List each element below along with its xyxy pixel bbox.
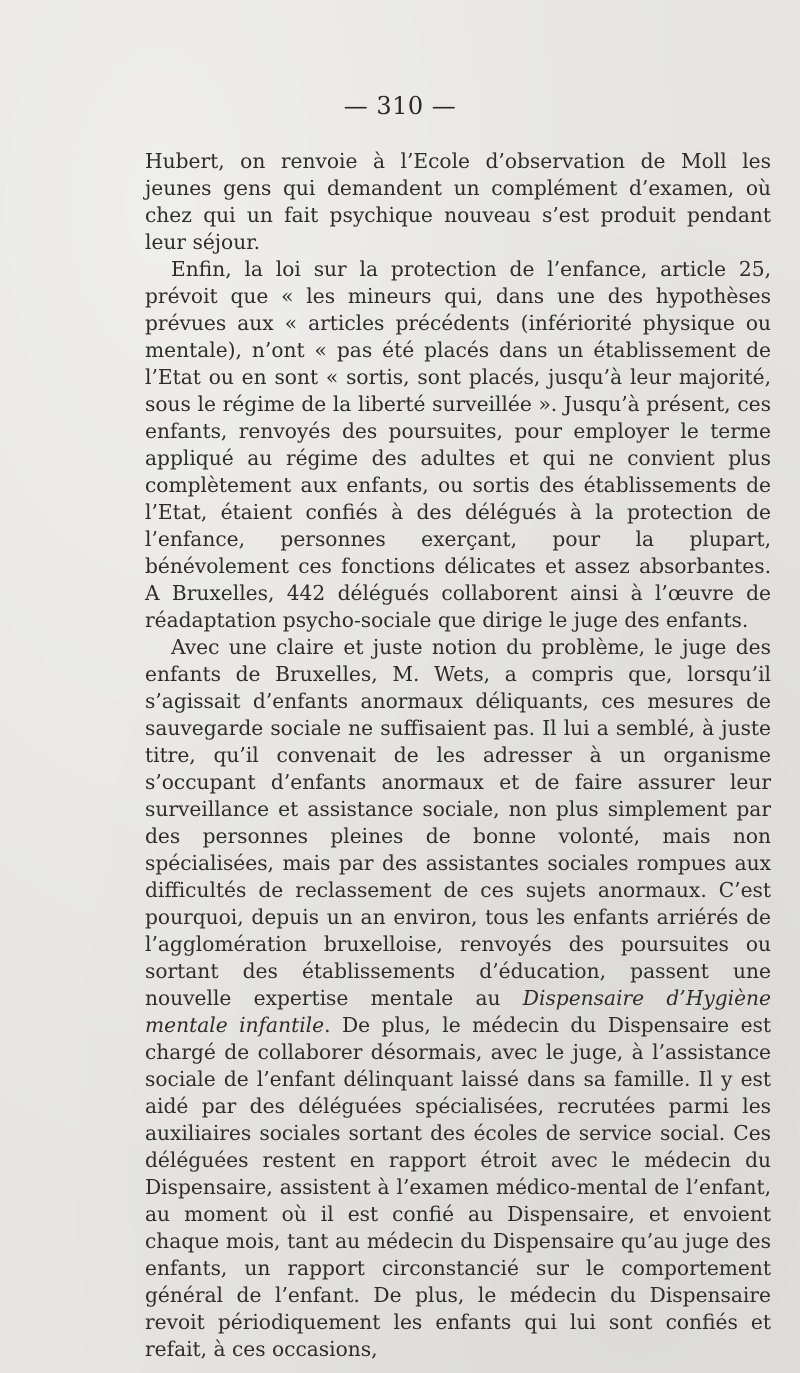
body-text xyxy=(145,148,771,1363)
paragraph-1-text: Hubert, on renvoie à l’Ecole d’observation de Moll les jeunes gens qui demandent un complément d’examen, où chez qui un fait psychique nouveau s’est produit pendant leur séjour. xyxy=(145,149,771,254)
paragraph-3-text-a: Avec une claire et juste notion du problème, le juge des enfants de Bruxelles, M. Wets, a compris que, lorsqu’il s’agissait d’enfants anormaux déliquants, ces mesures de sauvegarde sociale ne suffisaient pas. Il lui a semblé, à juste titre, qu’il convenait de les adresser à un organisme s’occupant d’enfants anormaux et de faire assurer leur surveillance et assistance sociale, non plus simplement par des personnes pleines de bonne volonté, mais non spécialisées, mais par des assistantes sociales rompues aux difficultés de reclassement de ces sujets anormaux. C’est pourquoi, depuis un an environ, tous les enfants arriérés de l’agglomération bruxelloise, renvoyés des poursuites ou sortant des établissements d’éducation, passent une nouvelle expertise mentale au xyxy=(145,635,771,1010)
paragraph-2 xyxy=(145,256,771,634)
paragraph-2-text: Enfin, la loi sur la protection de l’enfance, article 25, prévoit que « les mineurs qui, dans une des hypothèses prévues aux « articles précédents (infériorité physique ou mentale), n’ont « pas été placés dans un établissement de l’Etat ou en sont « sortis, sont placés, jusqu’à leur majorité, sous le régime de la liberté surveillée ». Jusqu’à présent, ces enfants, renvoyés des poursuites, pour employer le terme appliqué au régime des adultes et qui ne convient plus complètement aux enfants, ou sortis des établissements de l’Etat, étaient confiés à des délégués à la protection de l’enfance, personnes exerçant, pour la plupart, bénévolement ces fonctions délicates et assez absorbantes. A Bruxelles, 442 délégués collaborent ainsi à l’œuvre de réadaptation psycho-sociale que dirige le juge des enfants. xyxy=(145,257,771,632)
paragraph-3 xyxy=(145,634,771,1363)
page-number: — 310 — xyxy=(343,92,457,120)
paragraph-3-text-b: . De plus, le médecin du Dispensaire est chargé de collaborer désormais, avec le juge, à l’assistance sociale de l’enfant délinquant laissé dans sa famille. Il y est aidé par des déléguées spécialisées, recrutées parmi les auxiliaires sociales sortant des écoles de service social. Ces déléguées restent en rapport étroit avec le médecin du Dispensaire, assistent à l’examen médico-mental de l’enfant, au moment où il est confié au Dispensaire, et envoient chaque mois, tant au médecin du Dispensaire qu’au juge des enfants, un rapport circonstancié sur le comportement général de l’enfant. De plus, le médecin du Dispensaire revoit périodiquement les enfants qui lui sont confiés et refait, à ces occasions, xyxy=(145,1013,772,1361)
paragraph-1 xyxy=(145,148,771,256)
institution-name: Dispensaire d’Hygiène mentale infantile xyxy=(145,986,771,1037)
